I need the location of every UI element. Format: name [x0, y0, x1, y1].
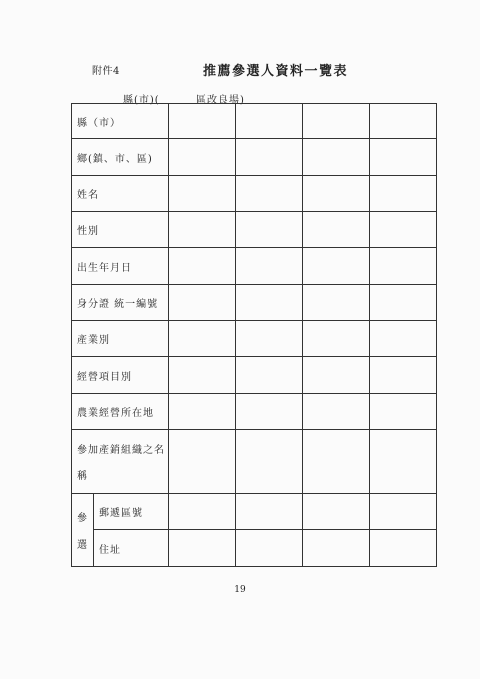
row-label: 郵遞區號 — [94, 494, 169, 530]
table-row — [72, 139, 437, 176]
table-row — [72, 176, 437, 212]
attachment-label: 附件4 — [92, 66, 120, 77]
value-cell[interactable] — [236, 321, 303, 357]
value-cell[interactable] — [169, 285, 236, 321]
value-cell[interactable] — [370, 285, 437, 321]
table-row — [72, 104, 437, 139]
value-cell[interactable] — [370, 139, 437, 176]
value-cell[interactable] — [303, 212, 370, 248]
table-row — [72, 494, 437, 530]
county-label: 縣(市)( — [123, 95, 160, 106]
row-label: 縣（市） — [72, 104, 169, 139]
value-cell[interactable] — [370, 530, 437, 567]
value-cell[interactable] — [303, 321, 370, 357]
value-cell[interactable] — [303, 357, 370, 394]
value-cell[interactable] — [370, 357, 437, 394]
table-row — [72, 430, 437, 494]
row-label: 農業經營所在地 — [72, 394, 169, 430]
row-label: 身分證 統一編號 — [72, 285, 169, 321]
row-label: 性別 — [72, 212, 169, 248]
value-cell[interactable] — [169, 321, 236, 357]
value-cell[interactable] — [236, 357, 303, 394]
row-label: 鄉(鎮、市、區) — [72, 139, 169, 176]
value-cell[interactable] — [236, 104, 303, 139]
value-cell[interactable] — [236, 176, 303, 212]
value-cell[interactable] — [303, 139, 370, 176]
row-label: 參加產銷組織之名稱 — [72, 430, 169, 494]
form-title: 推薦參選人資料一覽表 — [203, 64, 349, 79]
group-char: 選 — [77, 540, 88, 551]
recommendation-table — [71, 103, 437, 567]
value-cell[interactable] — [370, 248, 437, 285]
table-row — [72, 357, 437, 394]
value-cell[interactable] — [370, 494, 437, 530]
value-cell[interactable] — [303, 494, 370, 530]
value-cell[interactable] — [303, 248, 370, 285]
value-cell[interactable] — [236, 285, 303, 321]
value-cell[interactable] — [303, 530, 370, 567]
row-label: 姓名 — [72, 176, 169, 212]
value-cell[interactable] — [169, 357, 236, 394]
value-cell[interactable] — [370, 430, 437, 494]
value-cell[interactable] — [370, 104, 437, 139]
table-row — [72, 530, 437, 567]
group-char: 參 — [77, 513, 88, 524]
value-cell[interactable] — [169, 176, 236, 212]
value-cell[interactable] — [370, 212, 437, 248]
table-row — [72, 321, 437, 357]
value-cell[interactable] — [370, 394, 437, 430]
value-cell[interactable] — [370, 176, 437, 212]
value-cell[interactable] — [169, 394, 236, 430]
value-cell[interactable] — [236, 139, 303, 176]
value-cell[interactable] — [169, 430, 236, 494]
group-label — [72, 494, 94, 567]
page-number: 19 — [234, 585, 246, 595]
row-label: 住址 — [94, 530, 169, 567]
value-cell[interactable] — [169, 139, 236, 176]
value-cell[interactable] — [169, 494, 236, 530]
value-cell[interactable] — [303, 176, 370, 212]
district-label: 區改良場) — [196, 95, 245, 106]
row-label: 出生年月日 — [72, 248, 169, 285]
value-cell[interactable] — [236, 248, 303, 285]
value-cell[interactable] — [236, 212, 303, 248]
value-cell[interactable] — [169, 530, 236, 567]
value-cell[interactable] — [236, 494, 303, 530]
value-cell[interactable] — [236, 394, 303, 430]
table-row — [72, 248, 437, 285]
value-cell[interactable] — [236, 430, 303, 494]
value-cell[interactable] — [303, 394, 370, 430]
value-cell[interactable] — [303, 285, 370, 321]
value-cell[interactable] — [236, 530, 303, 567]
table-row — [72, 394, 437, 430]
value-cell[interactable] — [169, 104, 236, 139]
table-row — [72, 212, 437, 248]
value-cell[interactable] — [370, 321, 437, 357]
row-label: 產業別 — [72, 321, 169, 357]
row-label: 經營項目別 — [72, 357, 169, 394]
value-cell[interactable] — [303, 430, 370, 494]
table-row — [72, 285, 437, 321]
value-cell[interactable] — [169, 212, 236, 248]
value-cell[interactable] — [303, 104, 370, 139]
value-cell[interactable] — [169, 248, 236, 285]
